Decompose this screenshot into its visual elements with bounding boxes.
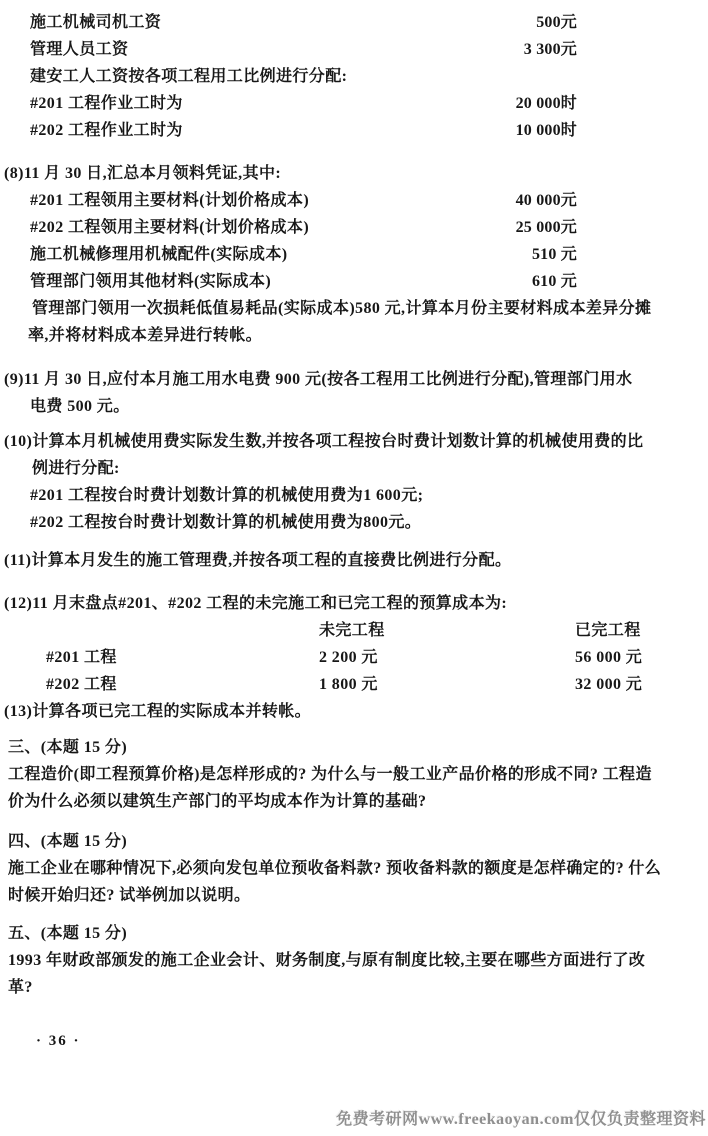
item-11 xyxy=(0,547,708,574)
finished-col-header: 已完工程 xyxy=(575,622,641,639)
item-10 xyxy=(0,428,708,536)
project-label: #202 工程 xyxy=(46,676,117,693)
intro-cost-lines xyxy=(0,9,708,144)
cost-line-item xyxy=(0,241,708,268)
item-8 xyxy=(0,160,708,349)
item-11-text: (11)计算本月发生的施工管理费,并按各项工程的直接费比例进行分配。 xyxy=(4,552,512,569)
question-5-line-2: 革? xyxy=(8,979,33,996)
line-label: 管理人员工资 xyxy=(30,41,129,58)
question-5-line-1: 1993 年财政部颁发的施工企业会计、财务制度,与原有制度比较,主要在哪些方面进行了改 xyxy=(8,952,646,969)
question-4-line-2: 时候开始归还? 试举例加以说明。 xyxy=(8,887,251,904)
table-row xyxy=(0,644,708,671)
item-12-heading: (12)11 月末盘点#201、#202 工程的未完施工和已完工程的预算成本为: xyxy=(4,595,508,612)
line-label: #202 工程领用主要材料(计划价格成本) xyxy=(30,219,310,236)
unfinished-col-header: 未完工程 xyxy=(319,622,385,639)
question-3-heading: 三、(本题 15 分) xyxy=(8,739,128,756)
line-label: 施工机械修理用机械配件(实际成本) xyxy=(30,246,288,263)
cost-line-item xyxy=(0,214,708,241)
cost-line-item xyxy=(0,36,708,63)
line-label: 管理部门领用其他材料(实际成本) xyxy=(30,273,272,290)
line-value: 3 300元 xyxy=(523,41,577,58)
question-5-heading: 五、(本题 15 分) xyxy=(8,925,128,942)
item-10-line-1: (10)计算本月机械使用费实际发生数,并按各项工程按台时费计划数计算的机械使用费的比 xyxy=(4,433,644,450)
unfinished-value: 2 200 元 xyxy=(319,649,378,666)
finished-value: 32 000 元 xyxy=(575,676,643,693)
item-10-line-4: #202 工程按台时费计划数计算的机械使用费为800元。 xyxy=(30,514,422,531)
item-8-note-line-2: 率,并将材料成本差异进行转帐。 xyxy=(28,327,263,344)
line-value: 510 元 xyxy=(531,246,577,263)
line-value: 610 元 xyxy=(531,273,577,290)
cost-line-item xyxy=(0,63,708,90)
cost-line-item xyxy=(0,117,708,144)
item-10-line-3: #201 工程按台时费计划数计算的机械使用费为1 600元; xyxy=(30,487,424,504)
watermark: 免费考研网www.freekaoyan.com仅仅负责整理资料 xyxy=(336,1111,706,1128)
item-13-text: (13)计算各项已完工程的实际成本并转帐。 xyxy=(4,703,312,720)
item-8-heading: (8)11 月 30 日,汇总本月领料凭证,其中: xyxy=(4,165,282,182)
item-9 xyxy=(0,366,708,420)
question-3-line-2: 价为什么必须以建筑生产部门的平均成本作为计算的基础? xyxy=(8,793,427,810)
item-13 xyxy=(0,698,708,725)
line-label: #201 工程作业工时为 xyxy=(30,95,183,112)
budget-table-header-row xyxy=(0,617,708,644)
line-label: #202 工程作业工时为 xyxy=(30,122,183,139)
line-value: 20 000时 xyxy=(515,95,577,112)
line-value: 40 000元 xyxy=(515,192,577,209)
cost-line-item xyxy=(0,9,708,36)
line-label: 施工机械司机工资 xyxy=(30,14,162,31)
cost-line-item xyxy=(0,90,708,117)
item-9-line-2: 电费 500 元。 xyxy=(30,398,130,415)
question-4-heading: 四、(本题 15 分) xyxy=(8,833,128,850)
line-label: #201 工程领用主要材料(计划价格成本) xyxy=(30,192,310,209)
cost-line-item xyxy=(0,268,708,295)
question-4 xyxy=(0,828,708,909)
project-label: #201 工程 xyxy=(46,649,117,666)
line-value: 10 000时 xyxy=(515,122,577,139)
page-number: · 36 · xyxy=(36,1033,81,1049)
table-row xyxy=(0,671,708,698)
finished-value: 56 000 元 xyxy=(575,649,643,666)
item-12 xyxy=(0,590,708,698)
cost-line-item xyxy=(0,187,708,214)
item-9-line-1: (9)11 月 30 日,应付本月施工用水电费 900 元(按各工程用工比例进行分配),管理部门用水 xyxy=(4,371,633,388)
question-3-line-1: 工程造价(即工程预算价格)是怎样形成的? 为什么与一般工业产品价格的形成不同? 工程造 xyxy=(8,766,652,783)
line-value: 500元 xyxy=(536,14,577,31)
unfinished-value: 1 800 元 xyxy=(319,676,378,693)
item-10-line-2: 例进行分配: xyxy=(32,460,120,477)
item-8-note-line-1: 管理部门领用一次损耗低值易耗品(实际成本)580 元,计算本月份主要材料成本差异分摊 xyxy=(32,300,652,317)
question-4-line-1: 施工企业在哪种情况下,必须向发包单位预收备料款? 预收备料款的额度是怎样确定的? 什么 xyxy=(8,860,662,877)
question-5 xyxy=(0,920,708,1001)
line-value: 25 000元 xyxy=(515,219,577,236)
question-3 xyxy=(0,734,708,815)
line-label: 建安工人工资按各项工程用工比例进行分配: xyxy=(30,68,348,85)
